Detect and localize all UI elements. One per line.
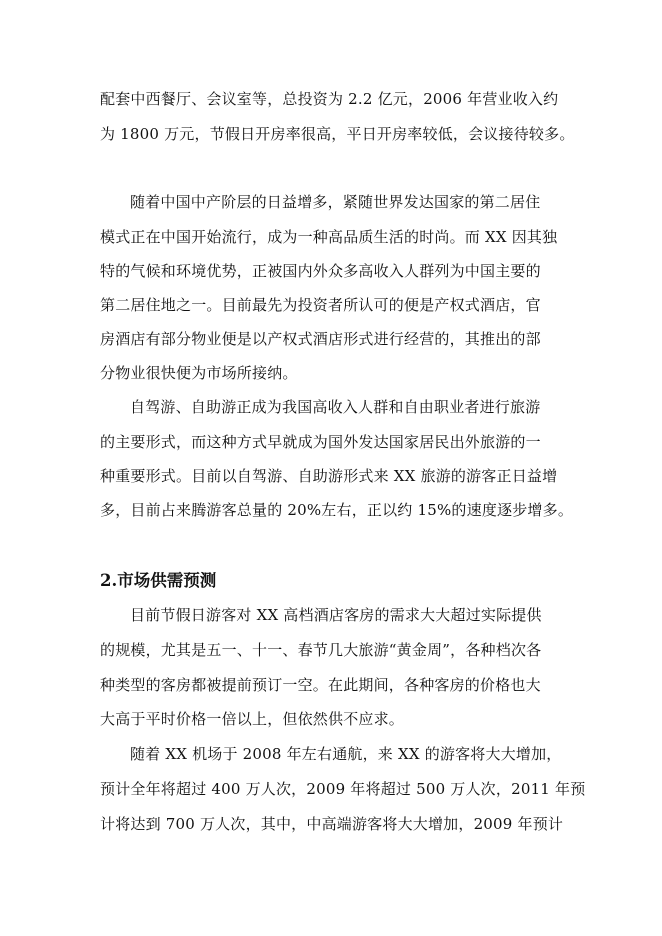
text-line: 房酒店有部分物业便是以产权式酒店形式进行经营的，其推出的部 xyxy=(100,330,541,348)
text-line: 随着中国中产阶层的日益增多，紧随世界发达国家的第二居住 xyxy=(130,193,541,211)
text-line: 的主要形式，而这种方式早就成为国外发达国家居民出外旅游的一 xyxy=(100,433,541,451)
text-line: 第二居住地之一。目前最先为投资者所认可的便是产权式酒店，官 xyxy=(100,296,541,314)
text-line: 为 1800 万元，节假日开房率很高，平日开房率较低，会议接待较多。 xyxy=(100,125,575,143)
text-line: 计将达到 700 万人次，其中，中高端游客将大大增加，2009 年预计 xyxy=(100,815,564,833)
text-line: 目前节假日游客对 XX 高档酒店客房的需求大大超过实际提供 xyxy=(130,606,542,624)
text-line: 模式正在中国开始流行，成为一种高品质生活的时尚。而 XX 因其独 xyxy=(100,228,558,246)
text-line: 种类型的客房都被提前预订一空。在此期间，各种客房的价格也大 xyxy=(100,676,541,694)
text-line: 配套中西餐厅、会议室等，总投资为 2.2 亿元，2006 年营业收入约 xyxy=(100,90,559,108)
text-line: 预计全年将超过 400 万人次，2009 年将超过 500 万人次，2011 年预 xyxy=(100,780,586,798)
text-line: 随着 XX 机场于 2008 年左右通航，来 XX 的游客将大大增加， xyxy=(130,745,562,763)
text-line: 大高于平时价格一倍以上，但依然供不应求。 xyxy=(100,710,405,728)
text-line: 多，目前占来腾游客总量的 20%左右，正以约 15%的速度逐步增多。 xyxy=(100,501,574,519)
text-line: 特的气候和环境优势，正被国内外众多高收入人群列为中国主要的 xyxy=(100,262,541,280)
text-line: 自驾游、自助游正成为我国高收入人群和自由职业者进行旅游 xyxy=(130,398,541,416)
text-line: 的规模，尤其是五一、十一、春节几大旅游“黄金周”，各种档次各 xyxy=(100,641,542,659)
text-line: 种重要形式。目前以自驾游、自助游形式来 XX 旅游的游客正日益增 xyxy=(100,467,558,485)
text-line: 分物业很快便为市场所接纳。 xyxy=(100,364,298,382)
section-heading: 2.市场供需预测 xyxy=(100,571,217,590)
